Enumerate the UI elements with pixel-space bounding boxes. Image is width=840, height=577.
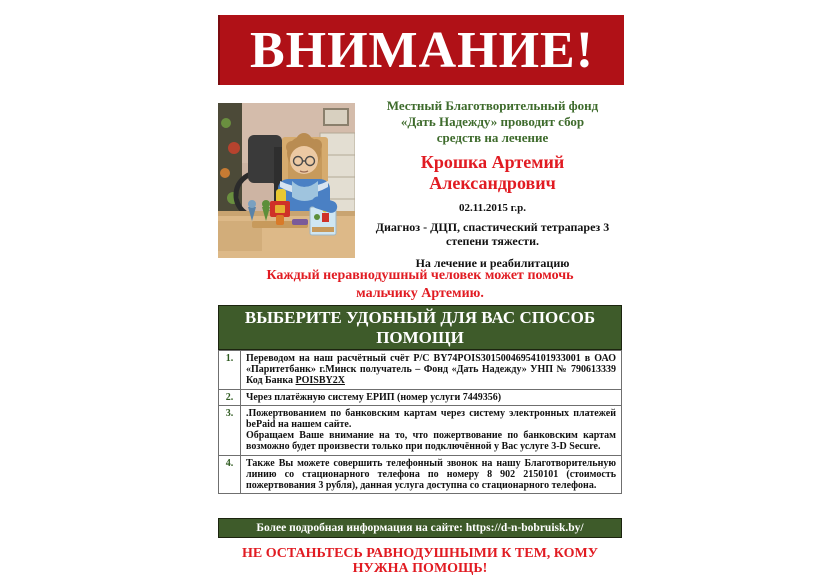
diagnosis-text: Диагноз - ДЦП, спастический тетрапарез 3 степени тяжести. bbox=[375, 219, 610, 249]
option-number: 1. bbox=[219, 351, 241, 390]
child-name: Крошка Артемий Александрович bbox=[420, 151, 565, 194]
attention-banner-text: ВНИМАНИЕ! bbox=[249, 21, 595, 79]
fund-intro-text: Местный Благотворительный фонд «Дать Надежду» проводит сбор средств на лечение bbox=[386, 98, 599, 145]
option-number: 2. bbox=[219, 389, 241, 405]
attention-banner bbox=[218, 15, 624, 85]
help-section-title: ВЫБЕРИТЕ УДОБНЫЙ ДЛЯ ВАС СПОСОБ ПОМОЩИ bbox=[218, 305, 622, 350]
closing-appeal: НЕ ОСТАНЬТЕСЬ РАВНОДУШНЫМИ К ТЕМ, КОМУ НУЖНА ПОМОЩЬ! bbox=[242, 546, 598, 577]
table-row bbox=[219, 405, 622, 455]
option-number: 4. bbox=[219, 455, 241, 494]
purpose-text: На лечение и реабилитацию bbox=[415, 255, 570, 270]
charity-poster bbox=[218, 0, 622, 577]
option-number: 3. bbox=[219, 405, 241, 455]
fund-info-column bbox=[363, 98, 622, 271]
bank-code-underlined: POISBY2X bbox=[295, 375, 345, 387]
help-options-table bbox=[218, 350, 622, 494]
option-text: Через платёжную систему ЕРИП (номер услуги 7449356) bbox=[241, 389, 622, 405]
child-photo-illustration bbox=[218, 103, 355, 258]
child-photo bbox=[218, 103, 355, 258]
table-row bbox=[219, 389, 622, 405]
option-text: Также Вы можете совершить телефонный звонок на нашу Благотворительную линию со стационарного телефона по номеру 8 902 2150101 (стоимость пожертвования 3 рубля), данная услуга доступна со стационарного телефона. bbox=[241, 455, 622, 494]
option-text: Переводом на наш расчётный счёт Р/С BY74POIS30150046954101933001 в ОАО «Паритетбанк» г.Минск получатель – Фонд «Дать Надежду» УНП № 790613339 Код Банка POISBY2X bbox=[241, 351, 622, 390]
website-info-bar: Более подробная информация на сайте: https://d-n-bobruisk.by/ bbox=[218, 518, 622, 538]
option-text: .Пожертвованием по банковским картам через систему электронных платежей bePaid на нашем сайте. Обращаем Ваше внимание на то, что пожертвование по банковским картам возможно будет произвести только при подключённой у Вас услуге 3-D Secure. bbox=[241, 405, 622, 455]
table-row bbox=[219, 351, 622, 390]
birth-date: 02.11.2015 г.р. bbox=[458, 201, 526, 214]
table-row bbox=[219, 455, 622, 494]
appeal-text: Каждый неравнодушный человек может помочь мальчику Артемию. bbox=[266, 268, 574, 301]
